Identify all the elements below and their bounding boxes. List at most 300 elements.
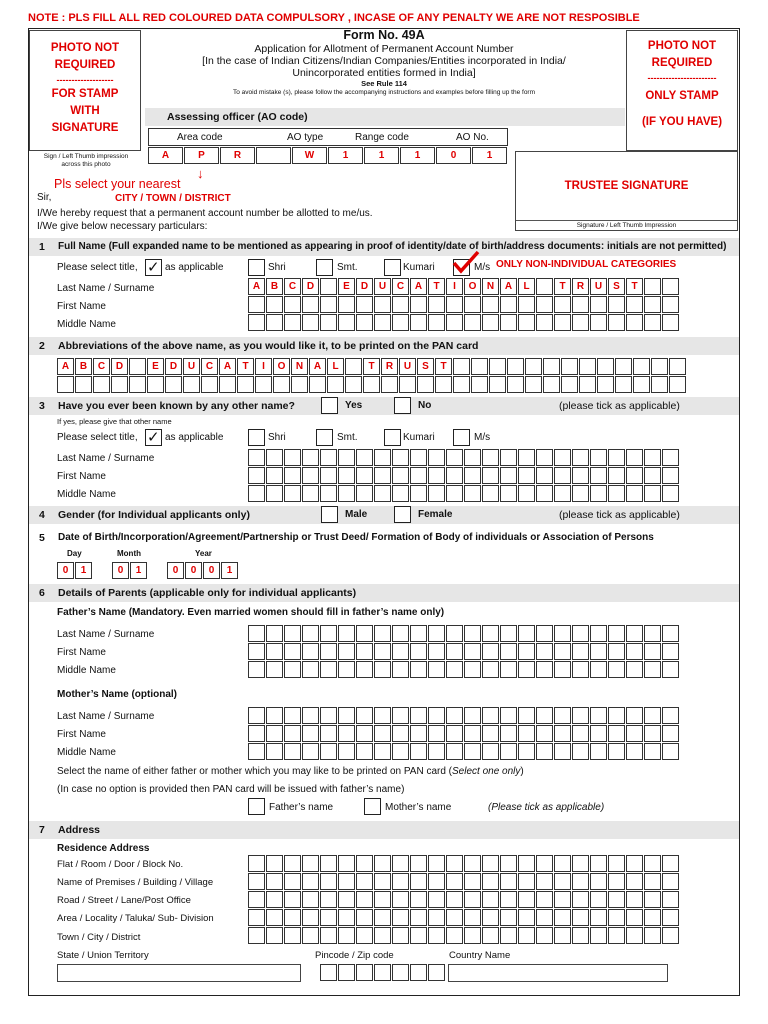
char-cell[interactable] (374, 909, 391, 926)
char-cell[interactable] (446, 725, 463, 742)
char-cell[interactable]: C (201, 358, 218, 375)
char-cell[interactable] (554, 643, 571, 660)
char-cell[interactable] (183, 376, 200, 393)
char-cell[interactable] (536, 625, 553, 642)
char-cell[interactable] (284, 485, 301, 502)
s3-kumari-checkbox[interactable] (384, 429, 401, 446)
char-cell[interactable] (374, 964, 391, 981)
char-cell[interactable] (338, 743, 355, 760)
char-cell[interactable] (482, 743, 499, 760)
char-cell[interactable]: A (410, 278, 427, 295)
char-cell[interactable] (590, 927, 607, 944)
char-cell[interactable] (302, 643, 319, 660)
s6-father-first-cells[interactable] (248, 643, 680, 660)
char-cell[interactable] (500, 485, 517, 502)
char-cell[interactable] (536, 449, 553, 466)
char-cell[interactable] (446, 909, 463, 926)
char-cell[interactable] (428, 485, 445, 502)
char-cell[interactable] (464, 314, 481, 331)
s3-middle-name-cells[interactable] (248, 485, 680, 502)
char-cell[interactable] (471, 358, 488, 375)
char-cell[interactable] (518, 909, 535, 926)
char-cell[interactable] (482, 927, 499, 944)
char-cell[interactable] (662, 855, 679, 872)
char-cell[interactable] (338, 485, 355, 502)
char-cell[interactable] (266, 909, 283, 926)
char-cell[interactable]: T (363, 358, 380, 375)
char-cell[interactable] (284, 467, 301, 484)
char-cell[interactable] (302, 891, 319, 908)
char-cell[interactable] (572, 855, 589, 872)
char-cell[interactable] (338, 855, 355, 872)
char-cell[interactable] (356, 927, 373, 944)
char-cell[interactable] (284, 707, 301, 724)
char-cell[interactable] (626, 314, 643, 331)
char-cell[interactable]: 1 (400, 147, 435, 164)
char-cell[interactable] (266, 873, 283, 890)
char-cell[interactable] (471, 376, 488, 393)
char-cell[interactable] (464, 661, 481, 678)
char-cell[interactable]: R (381, 358, 398, 375)
char-cell[interactable]: I (446, 278, 463, 295)
char-cell[interactable] (428, 661, 445, 678)
char-cell[interactable] (266, 661, 283, 678)
char-cell[interactable] (644, 725, 661, 742)
char-cell[interactable] (482, 449, 499, 466)
char-cell[interactable] (644, 855, 661, 872)
char-cell[interactable] (554, 485, 571, 502)
char-cell[interactable] (590, 467, 607, 484)
char-cell[interactable] (266, 625, 283, 642)
char-cell[interactable] (500, 909, 517, 926)
char-cell[interactable] (608, 314, 625, 331)
char-cell[interactable] (482, 855, 499, 872)
char-cell[interactable] (554, 855, 571, 872)
s1-ms-checkbox[interactable] (453, 259, 470, 276)
char-cell[interactable] (410, 891, 427, 908)
s6-mothers-name-checkbox[interactable] (364, 798, 381, 815)
char-cell[interactable] (356, 296, 373, 313)
char-cell[interactable] (338, 707, 355, 724)
char-cell[interactable] (356, 661, 373, 678)
char-cell[interactable] (608, 927, 625, 944)
char-cell[interactable]: D (356, 278, 373, 295)
char-cell[interactable] (248, 661, 265, 678)
char-cell[interactable] (626, 449, 643, 466)
char-cell[interactable] (662, 485, 679, 502)
char-cell[interactable] (248, 314, 265, 331)
char-cell[interactable] (392, 707, 409, 724)
char-cell[interactable] (482, 725, 499, 742)
char-cell[interactable] (464, 643, 481, 660)
char-cell[interactable] (428, 314, 445, 331)
char-cell[interactable] (320, 909, 337, 926)
char-cell[interactable] (644, 873, 661, 890)
char-cell[interactable]: 1 (130, 562, 147, 579)
char-cell[interactable] (608, 467, 625, 484)
char-cell[interactable] (597, 358, 614, 375)
char-cell[interactable] (608, 625, 625, 642)
char-cell[interactable] (644, 927, 661, 944)
char-cell[interactable] (428, 707, 445, 724)
char-cell[interactable] (446, 643, 463, 660)
char-cell[interactable] (338, 891, 355, 908)
char-cell[interactable] (356, 909, 373, 926)
char-cell[interactable] (338, 296, 355, 313)
s5-day-cells[interactable] (57, 562, 93, 579)
char-cell[interactable] (518, 873, 535, 890)
char-cell[interactable] (374, 855, 391, 872)
char-cell[interactable] (626, 625, 643, 642)
char-cell[interactable] (392, 725, 409, 742)
char-cell[interactable] (284, 891, 301, 908)
char-cell[interactable] (302, 314, 319, 331)
char-cell[interactable]: 0 (57, 562, 74, 579)
char-cell[interactable] (572, 625, 589, 642)
char-cell[interactable] (374, 743, 391, 760)
char-cell[interactable] (644, 643, 661, 660)
char-cell[interactable] (464, 707, 481, 724)
char-cell[interactable] (590, 743, 607, 760)
char-cell[interactable] (554, 725, 571, 742)
char-cell[interactable] (626, 927, 643, 944)
char-cell[interactable]: E (338, 278, 355, 295)
char-cell[interactable] (446, 625, 463, 642)
char-cell[interactable] (453, 376, 470, 393)
char-cell[interactable]: D (111, 358, 128, 375)
char-cell[interactable] (266, 296, 283, 313)
char-cell[interactable] (543, 376, 560, 393)
char-cell[interactable] (644, 743, 661, 760)
char-cell[interactable] (608, 873, 625, 890)
char-cell[interactable] (500, 314, 517, 331)
char-cell[interactable] (669, 358, 686, 375)
char-cell[interactable]: D (302, 278, 319, 295)
char-cell[interactable] (536, 891, 553, 908)
char-cell[interactable] (644, 314, 661, 331)
char-cell[interactable]: 1 (364, 147, 399, 164)
char-cell[interactable] (615, 376, 632, 393)
char-cell[interactable]: L (518, 278, 535, 295)
char-cell[interactable]: T (428, 278, 445, 295)
char-cell[interactable] (410, 449, 427, 466)
char-cell[interactable] (374, 707, 391, 724)
char-cell[interactable] (248, 725, 265, 742)
char-cell[interactable]: E (147, 358, 164, 375)
char-cell[interactable] (111, 376, 128, 393)
char-cell[interactable]: N (482, 278, 499, 295)
s1-middle-name-cells[interactable] (248, 314, 680, 331)
char-cell[interactable] (320, 855, 337, 872)
char-cell[interactable] (464, 625, 481, 642)
char-cell[interactable]: U (399, 358, 416, 375)
char-cell[interactable] (644, 449, 661, 466)
char-cell[interactable] (392, 855, 409, 872)
char-cell[interactable]: R (572, 278, 589, 295)
char-cell[interactable] (417, 376, 434, 393)
char-cell[interactable] (284, 314, 301, 331)
char-cell[interactable] (410, 467, 427, 484)
char-cell[interactable] (651, 376, 668, 393)
char-cell[interactable] (500, 467, 517, 484)
char-cell[interactable] (579, 376, 596, 393)
char-cell[interactable] (518, 467, 535, 484)
char-cell[interactable] (626, 725, 643, 742)
char-cell[interactable] (356, 725, 373, 742)
char-cell[interactable] (248, 743, 265, 760)
char-cell[interactable] (662, 743, 679, 760)
char-cell[interactable] (572, 296, 589, 313)
char-cell[interactable]: A (148, 147, 183, 164)
char-cell[interactable] (446, 855, 463, 872)
char-cell[interactable] (410, 296, 427, 313)
char-cell[interactable] (662, 661, 679, 678)
char-cell[interactable] (356, 855, 373, 872)
char-cell[interactable] (464, 449, 481, 466)
char-cell[interactable] (248, 449, 265, 466)
char-cell[interactable] (608, 725, 625, 742)
s3-ms-checkbox[interactable] (453, 429, 470, 446)
char-cell[interactable] (590, 707, 607, 724)
char-cell[interactable] (201, 376, 218, 393)
char-cell[interactable] (338, 909, 355, 926)
char-cell[interactable] (284, 643, 301, 660)
char-cell[interactable] (590, 485, 607, 502)
char-cell[interactable] (446, 314, 463, 331)
char-cell[interactable]: I (255, 358, 272, 375)
signature-box[interactable] (515, 151, 738, 231)
char-cell[interactable] (248, 855, 265, 872)
char-cell[interactable] (428, 873, 445, 890)
char-cell[interactable] (374, 661, 391, 678)
char-cell[interactable] (464, 927, 481, 944)
char-cell[interactable] (338, 449, 355, 466)
char-cell[interactable] (237, 376, 254, 393)
char-cell[interactable] (536, 909, 553, 926)
char-cell[interactable] (266, 467, 283, 484)
char-cell[interactable] (338, 725, 355, 742)
char-cell[interactable] (374, 314, 391, 331)
char-cell[interactable] (608, 485, 625, 502)
char-cell[interactable] (662, 725, 679, 742)
char-cell[interactable]: A (500, 278, 517, 295)
char-cell[interactable] (320, 643, 337, 660)
char-cell[interactable]: 1 (75, 562, 92, 579)
char-cell[interactable] (129, 358, 146, 375)
char-cell[interactable]: U (590, 278, 607, 295)
char-cell[interactable] (500, 873, 517, 890)
char-cell[interactable] (554, 467, 571, 484)
s7-area-cells[interactable] (248, 909, 680, 926)
char-cell[interactable] (266, 643, 283, 660)
char-cell[interactable] (446, 467, 463, 484)
char-cell[interactable] (266, 743, 283, 760)
char-cell[interactable] (320, 927, 337, 944)
s6-father-middle-cells[interactable] (248, 661, 680, 678)
char-cell[interactable] (615, 358, 632, 375)
char-cell[interactable] (626, 873, 643, 890)
char-cell[interactable]: B (266, 278, 283, 295)
char-cell[interactable] (320, 449, 337, 466)
char-cell[interactable] (75, 376, 92, 393)
char-cell[interactable] (302, 625, 319, 642)
char-cell[interactable] (590, 661, 607, 678)
char-cell[interactable] (320, 873, 337, 890)
char-cell[interactable] (410, 909, 427, 926)
char-cell[interactable] (446, 707, 463, 724)
char-cell[interactable] (320, 467, 337, 484)
char-cell[interactable] (482, 296, 499, 313)
char-cell[interactable]: D (165, 358, 182, 375)
char-cell[interactable] (453, 358, 470, 375)
char-cell[interactable] (392, 296, 409, 313)
s4-male-checkbox[interactable] (321, 506, 338, 523)
char-cell[interactable] (309, 376, 326, 393)
char-cell[interactable] (626, 743, 643, 760)
char-cell[interactable] (248, 643, 265, 660)
char-cell[interactable] (554, 743, 571, 760)
char-cell[interactable] (284, 625, 301, 642)
char-cell[interactable] (590, 625, 607, 642)
char-cell[interactable] (374, 643, 391, 660)
char-cell[interactable] (255, 376, 272, 393)
char-cell[interactable]: 0 (167, 562, 184, 579)
char-cell[interactable] (410, 725, 427, 742)
char-cell[interactable] (572, 485, 589, 502)
char-cell[interactable] (644, 467, 661, 484)
char-cell[interactable] (410, 485, 427, 502)
char-cell[interactable] (464, 873, 481, 890)
char-cell[interactable] (291, 376, 308, 393)
char-cell[interactable] (662, 643, 679, 660)
char-cell[interactable] (608, 909, 625, 926)
char-cell[interactable] (320, 743, 337, 760)
char-cell[interactable] (392, 891, 409, 908)
char-cell[interactable] (320, 725, 337, 742)
char-cell[interactable] (518, 661, 535, 678)
char-cell[interactable] (302, 661, 319, 678)
s6-fathers-name-checkbox[interactable] (248, 798, 265, 815)
char-cell[interactable] (536, 707, 553, 724)
s6-mother-last-cells[interactable] (248, 707, 680, 724)
char-cell[interactable]: U (183, 358, 200, 375)
char-cell[interactable] (428, 909, 445, 926)
char-cell[interactable] (662, 449, 679, 466)
char-cell[interactable]: 0 (436, 147, 471, 164)
char-cell[interactable] (464, 743, 481, 760)
char-cell[interactable] (500, 296, 517, 313)
char-cell[interactable] (669, 376, 686, 393)
char-cell[interactable]: A (248, 278, 265, 295)
char-cell[interactable] (356, 449, 373, 466)
s3-first-name-cells[interactable] (248, 467, 680, 484)
char-cell[interactable] (644, 891, 661, 908)
char-cell[interactable] (536, 743, 553, 760)
char-cell[interactable] (248, 891, 265, 908)
char-cell[interactable] (338, 625, 355, 642)
char-cell[interactable] (651, 358, 668, 375)
char-cell[interactable] (525, 358, 542, 375)
char-cell[interactable] (338, 643, 355, 660)
char-cell[interactable] (356, 467, 373, 484)
char-cell[interactable] (518, 449, 535, 466)
char-cell[interactable] (320, 891, 337, 908)
char-cell[interactable] (147, 376, 164, 393)
char-cell[interactable] (320, 485, 337, 502)
char-cell[interactable] (284, 449, 301, 466)
char-cell[interactable] (626, 643, 643, 660)
char-cell[interactable] (392, 909, 409, 926)
char-cell[interactable] (428, 725, 445, 742)
char-cell[interactable] (662, 927, 679, 944)
char-cell[interactable]: S (608, 278, 625, 295)
char-cell[interactable] (248, 927, 265, 944)
char-cell[interactable] (518, 485, 535, 502)
char-cell[interactable] (266, 725, 283, 742)
char-cell[interactable] (608, 449, 625, 466)
char-cell[interactable] (248, 485, 265, 502)
char-cell[interactable] (428, 927, 445, 944)
char-cell[interactable] (284, 909, 301, 926)
char-cell[interactable] (662, 625, 679, 642)
char-cell[interactable] (374, 625, 391, 642)
s3-no-checkbox[interactable] (394, 397, 411, 414)
char-cell[interactable] (392, 449, 409, 466)
char-cell[interactable] (626, 855, 643, 872)
char-cell[interactable] (644, 296, 661, 313)
char-cell[interactable] (266, 891, 283, 908)
char-cell[interactable] (273, 376, 290, 393)
char-cell[interactable] (410, 927, 427, 944)
char-cell[interactable] (590, 873, 607, 890)
char-cell[interactable] (644, 909, 661, 926)
char-cell[interactable] (399, 376, 416, 393)
char-cell[interactable] (248, 296, 265, 313)
char-cell[interactable] (410, 643, 427, 660)
char-cell[interactable] (590, 314, 607, 331)
char-cell[interactable]: C (392, 278, 409, 295)
char-cell[interactable] (428, 449, 445, 466)
char-cell[interactable] (302, 725, 319, 742)
char-cell[interactable] (446, 873, 463, 890)
char-cell[interactable] (320, 661, 337, 678)
char-cell[interactable] (608, 891, 625, 908)
char-cell[interactable] (284, 743, 301, 760)
char-cell[interactable] (626, 707, 643, 724)
char-cell[interactable] (482, 661, 499, 678)
char-cell[interactable] (302, 467, 319, 484)
char-cell[interactable] (356, 643, 373, 660)
char-cell[interactable] (489, 376, 506, 393)
char-cell[interactable]: 1 (221, 562, 238, 579)
char-cell[interactable] (446, 296, 463, 313)
char-cell[interactable] (572, 927, 589, 944)
char-cell[interactable] (410, 873, 427, 890)
char-cell[interactable] (561, 376, 578, 393)
char-cell[interactable] (392, 625, 409, 642)
char-cell[interactable] (590, 643, 607, 660)
char-cell[interactable] (500, 625, 517, 642)
char-cell[interactable] (507, 358, 524, 375)
char-cell[interactable] (428, 964, 445, 981)
char-cell[interactable] (644, 661, 661, 678)
char-cell[interactable] (446, 661, 463, 678)
char-cell[interactable]: 0 (185, 562, 202, 579)
char-cell[interactable] (446, 927, 463, 944)
char-cell[interactable] (266, 314, 283, 331)
char-cell[interactable] (561, 358, 578, 375)
char-cell[interactable] (662, 314, 679, 331)
